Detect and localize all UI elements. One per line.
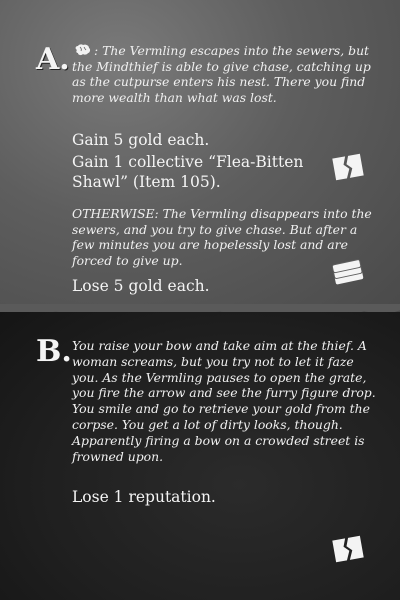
option-b-text: You raise your bow and take aim at the thief. A woman screams, but you try not to let it faze you. As the Vermling pauses to open the grate, you fire the arrow and see the furry figure drop. You smile and go to retrieve your gold from the corpse. You get a lot of dirty looks, though. Apparently firing a bow on a crowded street is frowned upon. <box>72 338 376 464</box>
option-a-reward-item: Gain 1 collective “Flea-Bitten Shawl” (Item 105). <box>72 153 304 191</box>
option-b-letter: B. <box>36 334 72 369</box>
stacked-cards-icon <box>328 258 368 288</box>
broken-card-icon <box>330 152 366 182</box>
option-a-otherwise: OTHERWISE: The Vermling disappears into the sewers, and you try to give chase. But after a few minutes you are hopelessly lost and are forced to give up. <box>72 206 372 268</box>
option-a-intro <box>72 43 372 105</box>
broken-card-icon <box>330 534 366 564</box>
option-a-intro-text: : The Vermling escapes into the sewers, but the Mindthief is able to give chase, catching up as the cutpurse enters his nest. There you find more wealth than what was lost. <box>72 43 371 105</box>
option-a-penalty: Lose 5 gold each. <box>72 277 210 295</box>
option-a-letter: A. <box>36 42 70 77</box>
option-b-penalty: Lose 1 reputation. <box>72 488 216 506</box>
option-a-reward-gold: Gain 5 gold each. <box>72 131 210 149</box>
